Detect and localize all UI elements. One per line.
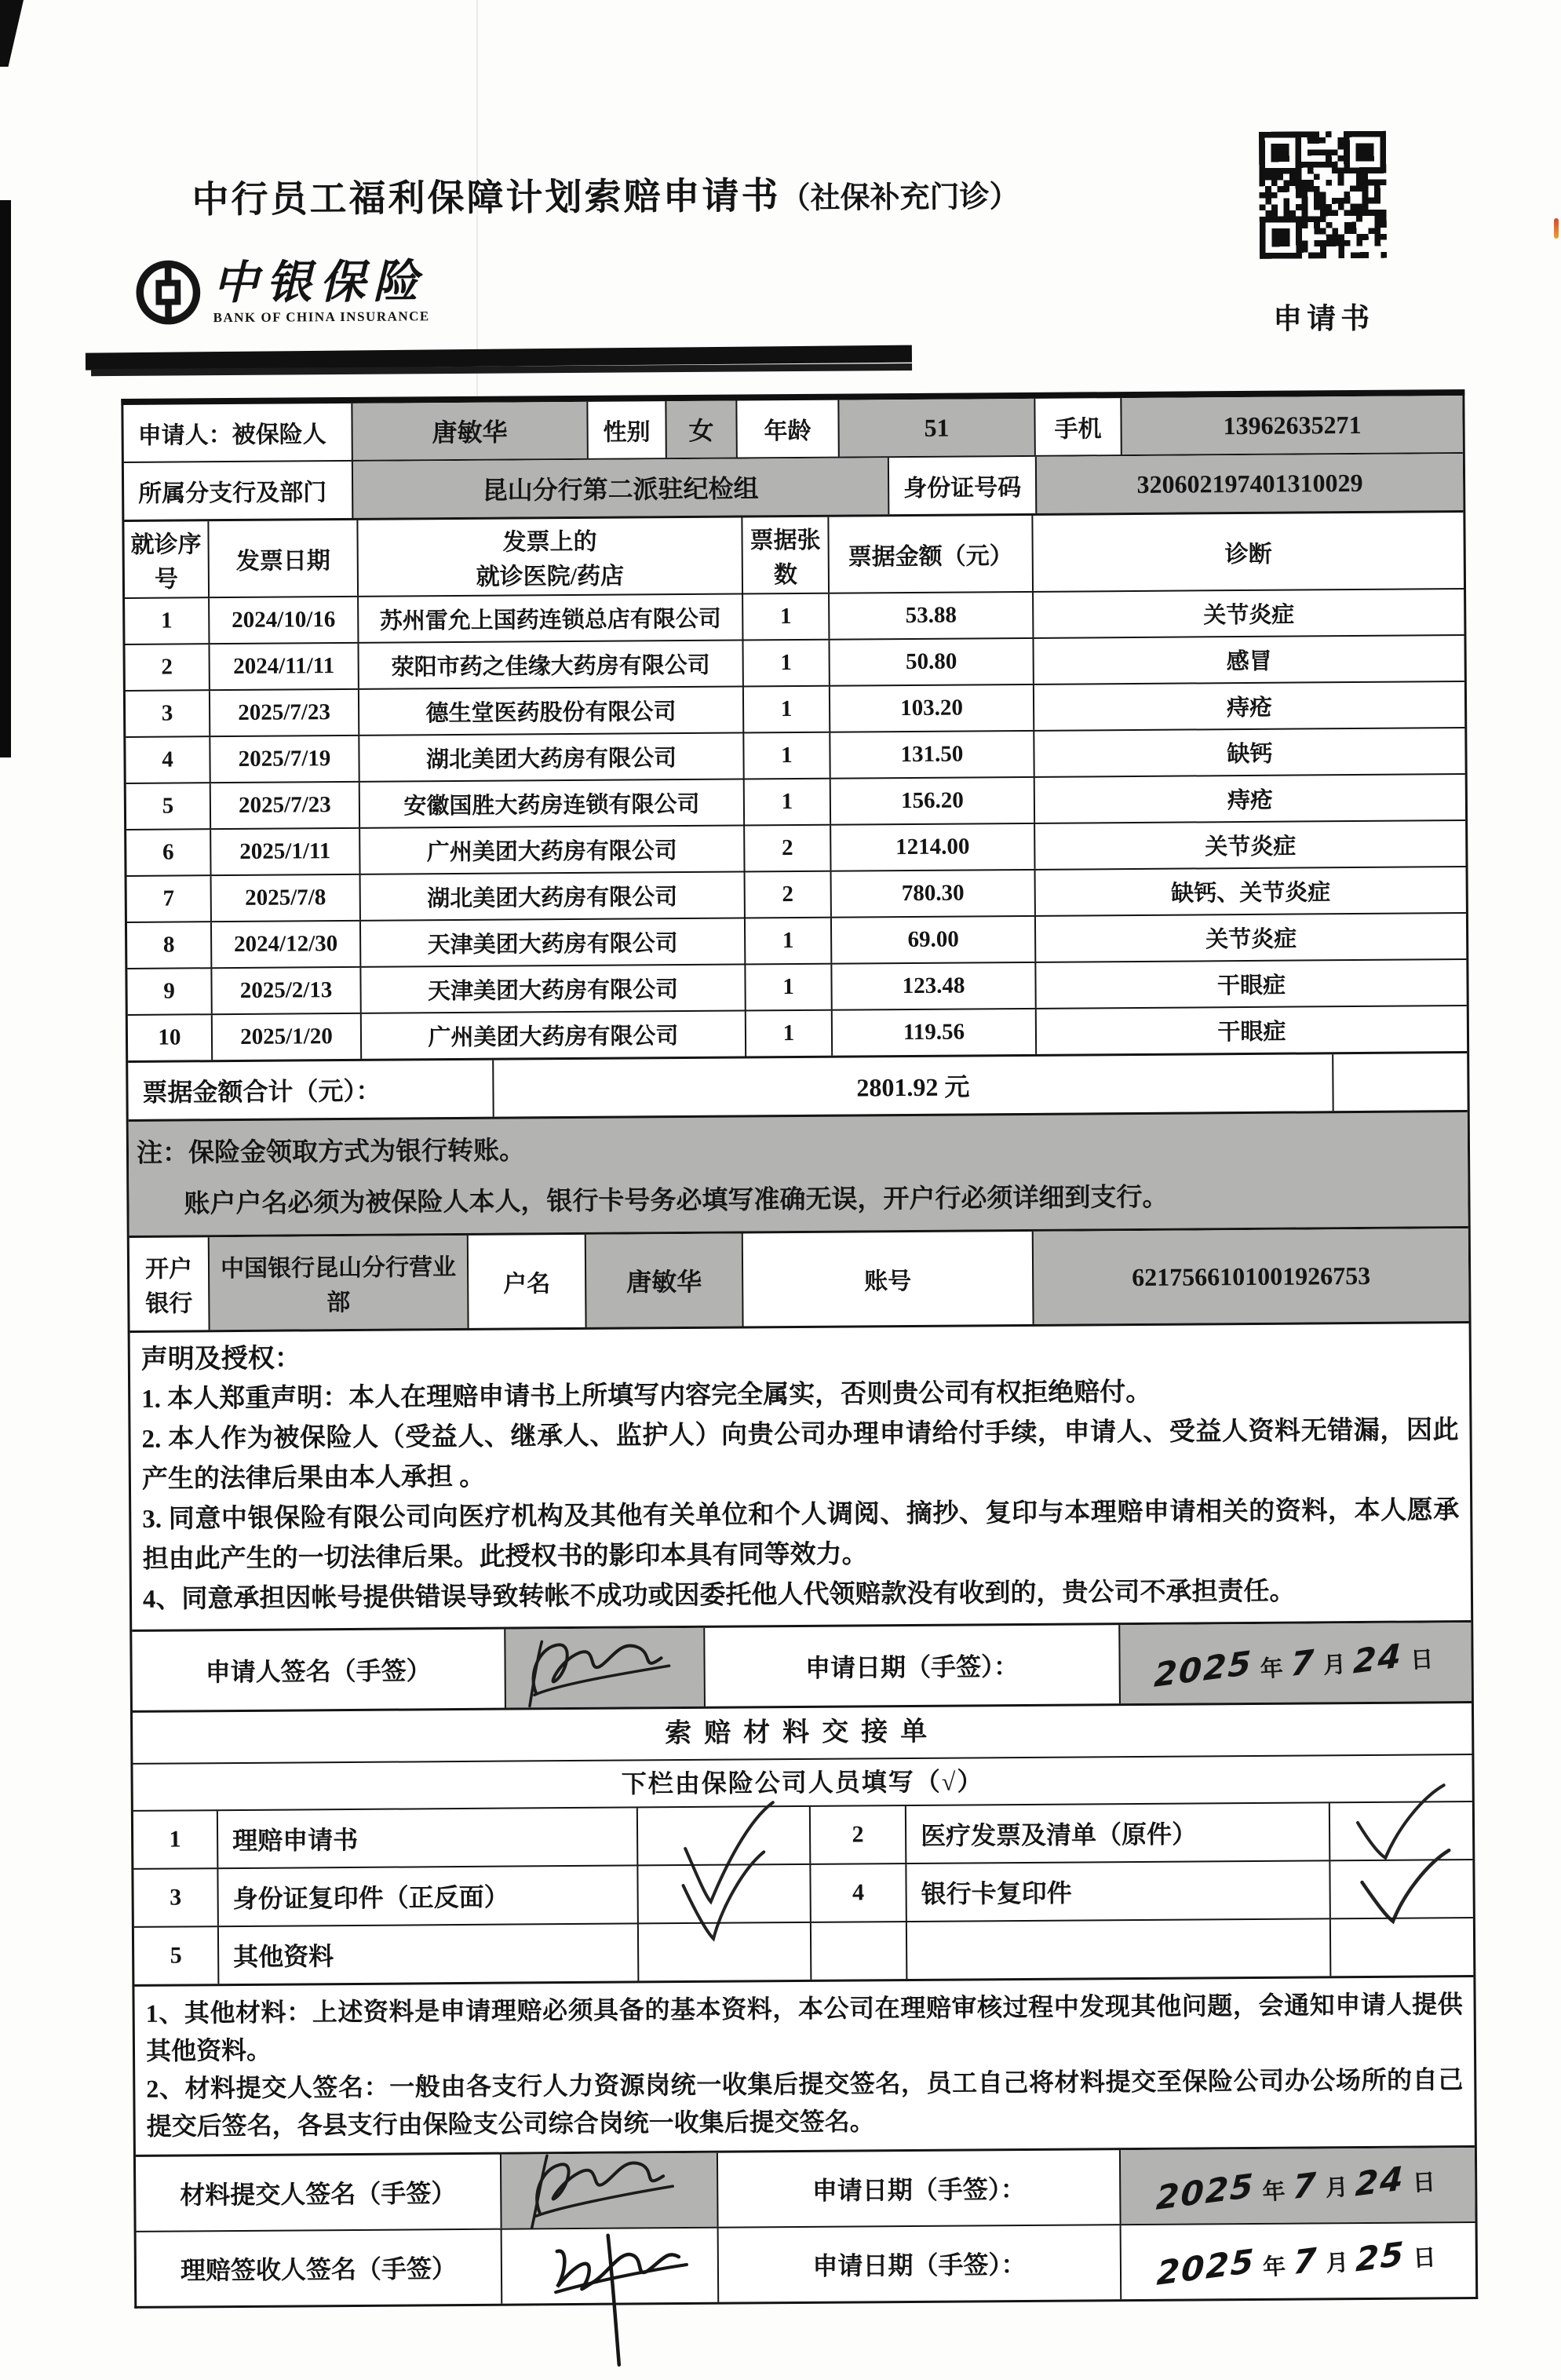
total-label: 票据金额合计（元）： xyxy=(142,1076,381,1107)
cell-provider: 德生堂医药股份有限公司 xyxy=(358,687,742,734)
cell-date: 2025/1/11 xyxy=(210,829,359,874)
check-cell xyxy=(1329,1860,1472,1918)
handwritten-year: 2025 xyxy=(1154,2165,1256,2218)
submitter-date-cell: 2025 年 7 月 24 日 xyxy=(1119,2148,1475,2224)
cell-diagnosis: 关节炎症 xyxy=(1034,821,1465,869)
handover-title-row xyxy=(133,1701,1472,1763)
other-note: 2、材料提交人签名：一般由各支行人力资源岗统一收集后提交签名，员工自己将材料提交至保险公司办公场所的自己提交后签名，各县支行由保险支公司综合岗统一收集后提交签名。 xyxy=(146,2065,1464,2141)
declaration-item: 4、同意承担因帐号提供错误导致转帐不成功或因委托他人代领赔款没有收到的，贵公司不承担责任。 xyxy=(142,1577,1296,1614)
check-label: 理赔申请书 xyxy=(217,1808,636,1867)
checklist-row xyxy=(133,1801,1472,1868)
applicant-date-cell: 2025 年 7 月 24 日 xyxy=(1118,1623,1472,1703)
gender-label: 性别 xyxy=(586,401,666,458)
applicant-name: 唐敏华 xyxy=(351,402,586,460)
cell-seq: 1 xyxy=(160,608,173,633)
cell-date: 2024/11/11 xyxy=(208,644,357,689)
handwritten-month: 7 xyxy=(1291,2164,1318,2207)
brand-name-cn: 中银保险 xyxy=(213,256,427,309)
cell-date: 2025/7/19 xyxy=(209,736,358,782)
cell-seq: 8 xyxy=(162,932,175,958)
check-label xyxy=(906,1919,1329,1979)
cell-amount: 103.20 xyxy=(829,685,1033,732)
cell-seq: 2 xyxy=(161,654,173,680)
cell-provider: 安徽国胜大药房连锁有限公司 xyxy=(359,779,743,827)
handwritten-day: 25 xyxy=(1355,2233,1406,2279)
cell-seq: 9 xyxy=(163,978,175,1004)
bank-row xyxy=(129,1226,1469,1331)
total-row xyxy=(128,1051,1467,1119)
cell-provider: 湖北美团大药房有限公司 xyxy=(359,872,744,919)
cell-date: 2025/2/13 xyxy=(210,968,359,1013)
id-label: 身份证号码 xyxy=(888,457,1035,514)
cell-amount: 53.88 xyxy=(828,593,1032,639)
handwritten-year: 2025 xyxy=(1155,2240,1256,2293)
cell-date: 2025/7/8 xyxy=(210,875,359,921)
id-value: 320602197401310029 xyxy=(1035,454,1463,513)
cell-amount: 1214.00 xyxy=(830,824,1034,871)
handwritten-month: 7 xyxy=(1289,1641,1316,1684)
cell-provider: 苏州雷允上国药连锁总店有限公司 xyxy=(357,594,742,641)
cell-count: 1 xyxy=(745,1011,831,1057)
form-header xyxy=(119,130,1464,399)
check-cell xyxy=(636,1865,809,1923)
cell-count: 2 xyxy=(744,872,830,918)
cell-count: 1 xyxy=(743,779,830,825)
checklist-row xyxy=(134,1917,1473,1984)
cell-provider: 荥阳市药之佳缘大药房有限公司 xyxy=(357,641,742,688)
cell-provider: 广州美团大药房有限公司 xyxy=(359,826,743,873)
handwritten-day: 24 xyxy=(1351,1635,1403,1681)
check-num: 5 xyxy=(170,1942,182,1969)
cell-diagnosis: 缺钙、关节炎症 xyxy=(1034,867,1466,915)
cell-seq: 3 xyxy=(161,700,173,726)
claim-form xyxy=(119,130,1478,2309)
declaration-heading: 声明及授权： xyxy=(140,1344,301,1374)
total-value: 2801.92 元 xyxy=(492,1054,1332,1116)
submitter-signature-row xyxy=(136,2145,1475,2231)
title-sub: （社保补充门诊） xyxy=(780,180,1019,216)
cell-diagnosis: 缺钙 xyxy=(1033,728,1464,776)
branch-label: 所属分支行及部门 xyxy=(138,480,327,507)
cell-provider: 广州美团大药房有限公司 xyxy=(360,1011,745,1058)
cell-diagnosis: 痔疮 xyxy=(1033,682,1464,730)
page-title xyxy=(191,165,1019,223)
col-header-diagnosis: 诊断 xyxy=(1031,513,1464,591)
holder-label: 户名 xyxy=(467,1235,585,1328)
note-line-2: 账户户名必须为被保险人本人，银行卡号务必填写准确无误，开户行必须详细到支行。 xyxy=(184,1183,1169,1219)
form-table xyxy=(121,389,1478,2309)
col-header-provider: 发票上的 就诊医院/药店 xyxy=(356,517,742,595)
bank-name: 中国银行昆山分行营业部 xyxy=(208,1236,468,1330)
brand-name-en: BANK OF CHINA INSURANCE xyxy=(213,308,430,326)
cell-diagnosis: 痔疮 xyxy=(1034,775,1465,823)
cell-count: 1 xyxy=(742,687,829,732)
invoice-header-row xyxy=(124,510,1464,597)
cell-amount: 123.48 xyxy=(830,963,1034,1009)
check-label: 医疗发票及清单（原件） xyxy=(905,1803,1329,1863)
qr-code xyxy=(1259,131,1387,259)
handwritten-month: 7 xyxy=(1292,2239,1318,2282)
col-header-date: 发票日期 xyxy=(207,520,357,597)
total-empty-cell xyxy=(1332,1053,1467,1111)
scan-artifact-speck xyxy=(1554,218,1559,239)
col-header-count: 票据张数 xyxy=(741,517,828,593)
cell-count: 1 xyxy=(744,965,830,1010)
cell-provider: 天津美团大药房有限公司 xyxy=(359,918,744,966)
cell-date: 2025/7/23 xyxy=(210,783,359,828)
cell-count: 1 xyxy=(742,594,828,640)
receiver-date-cell: 2025 年 7 月 25 日 xyxy=(1120,2223,1476,2299)
applicant-signature-cell xyxy=(504,1628,704,1708)
submitter-signature-label: 材料提交人签名（手签） xyxy=(180,2179,457,2210)
receiver-signature-row xyxy=(137,2221,1476,2306)
declaration-item: 1. 本人郑重声明：本人在理赔申请书上所填写内容完全属实，否则贵公司有权拒绝赔付。 xyxy=(141,1378,1152,1414)
cell-diagnosis: 干眼症 xyxy=(1034,960,1466,1008)
cell-count: 1 xyxy=(742,733,829,779)
declaration-block xyxy=(130,1321,1472,1630)
cell-date: 2024/12/30 xyxy=(210,922,359,967)
cell-provider: 天津美团大药房有限公司 xyxy=(359,965,744,1012)
cell-amount: 50.80 xyxy=(828,639,1032,685)
applicant-signature-row xyxy=(132,1620,1472,1710)
cell-seq: 6 xyxy=(162,839,174,865)
receiver-signature-label: 理赔签收人签名（手签） xyxy=(180,2254,458,2285)
scan-artifact-left-strip xyxy=(0,200,11,757)
check-cell xyxy=(637,1923,810,1981)
check-label: 身份证复印件（正反面） xyxy=(217,1866,636,1926)
receiver-signature-cell xyxy=(501,2229,718,2304)
signature-receiver xyxy=(534,2219,707,2378)
signature-applicant xyxy=(512,1617,701,1713)
check-label: 其他资料 xyxy=(217,1924,637,1984)
bank-of-china-emblem-icon xyxy=(134,258,202,327)
brand-block xyxy=(134,257,430,327)
col-header-amount: 票据金额（元） xyxy=(827,516,1032,593)
handwritten-year: 2025 xyxy=(1153,1642,1253,1695)
phone-label: 手机 xyxy=(1034,398,1121,455)
cell-date: 2025/7/23 xyxy=(209,690,358,736)
branch-row xyxy=(124,452,1463,520)
checklist-row xyxy=(133,1859,1472,1926)
cell-amount: 69.00 xyxy=(830,917,1034,963)
cell-date: 2025/1/20 xyxy=(211,1014,360,1060)
check-label: 银行卡复印件 xyxy=(905,1861,1329,1921)
handover-subtitle: 下栏由保险公司人员填写（√） xyxy=(621,1767,984,1798)
other-note: 1、其他材料：上述资料是申请理赔必须具备的基本资料，本公司在理赔审核过程中发现其他问题，会通知申请人提供其他资料。 xyxy=(145,1990,1463,2065)
doc-type-label: 申请书 xyxy=(1272,302,1375,336)
cell-seq: 4 xyxy=(162,746,173,772)
cell-count: 1 xyxy=(744,918,830,964)
title-main: 中行员工福利保障计划索赔申请书 xyxy=(191,176,781,221)
cell-amount: 780.30 xyxy=(830,871,1034,917)
check-num xyxy=(810,1922,906,1980)
cell-seq: 5 xyxy=(162,793,174,819)
applicant-row xyxy=(123,396,1462,462)
other-notes-block xyxy=(134,1975,1474,2155)
cell-seq: 7 xyxy=(162,885,175,911)
cell-diagnosis: 关节炎症 xyxy=(1034,914,1466,962)
branch-value: 昆山分行第二派驻纪检组 xyxy=(352,458,888,518)
note-line-1: 注：保险金领取方式为银行转账。 xyxy=(136,1137,526,1168)
check-cell xyxy=(1329,1918,1473,1976)
receiver-date-label: 申请日期（手签）： xyxy=(717,2225,1121,2302)
account-label: 账号 xyxy=(742,1232,1033,1327)
cell-diagnosis: 感冒 xyxy=(1032,636,1464,684)
applicant-signature-label: 申请人签名（手签） xyxy=(205,1656,432,1687)
check-num: 1 xyxy=(169,1826,181,1853)
cell-diagnosis: 干眼症 xyxy=(1035,1006,1467,1054)
check-num: 4 xyxy=(809,1864,905,1922)
cell-diagnosis: 关节炎症 xyxy=(1032,590,1464,637)
scan-artifact-wedge xyxy=(0,0,24,67)
brand-text xyxy=(213,257,430,326)
age-value: 51 xyxy=(837,399,1034,457)
gender-value: 女 xyxy=(665,401,736,458)
bank-label: 开户银行 xyxy=(144,1256,193,1317)
applicant-date-label: 申请日期（手签）： xyxy=(703,1625,1119,1707)
cell-date: 2024/10/16 xyxy=(208,597,357,643)
check-num: 3 xyxy=(170,1884,182,1911)
handover-title: 索赔材料交接单 xyxy=(665,1717,940,1749)
submitter-signature-cell xyxy=(500,2153,717,2229)
cell-count: 2 xyxy=(743,826,830,871)
handwritten-day: 24 xyxy=(1354,2158,1406,2203)
declaration-item: 3. 同意中银保险有限公司向医疗机构及其他有关单位和个人调阅、摘抄、复印与本理赔申请相关的资料，本人愿承担由此产生的一切法律后果。此授权书的影印本具有同等效力。 xyxy=(142,1496,1460,1574)
declaration-item: 2. 本人作为被保险人（受益人、继承人、监护人）向贵公司办理申请给付手续，申请人、受益人资料无错漏，因此产生的法律后果由本人承担 。 xyxy=(141,1416,1459,1494)
cell-count: 1 xyxy=(742,641,828,686)
note-band xyxy=(129,1110,1468,1236)
cell-provider: 湖北美团大药房有限公司 xyxy=(358,733,742,780)
col-header-seq: 就诊序号 xyxy=(130,531,202,593)
age-label: 年龄 xyxy=(735,400,837,458)
applicant-label: 申请人：被保险人 xyxy=(137,422,326,449)
cell-seq: 10 xyxy=(158,1024,181,1050)
cell-amount: 156.20 xyxy=(830,778,1034,824)
phone-value: 13962635271 xyxy=(1120,396,1462,454)
cell-amount: 131.50 xyxy=(829,732,1033,778)
holder-value: 唐敏华 xyxy=(585,1233,742,1327)
submitter-date-label: 申请日期（手签）： xyxy=(717,2150,1120,2227)
check-num: 2 xyxy=(809,1806,905,1863)
account-value: 6217566101001926753 xyxy=(1032,1228,1469,1324)
cell-amount: 119.56 xyxy=(831,1009,1035,1056)
